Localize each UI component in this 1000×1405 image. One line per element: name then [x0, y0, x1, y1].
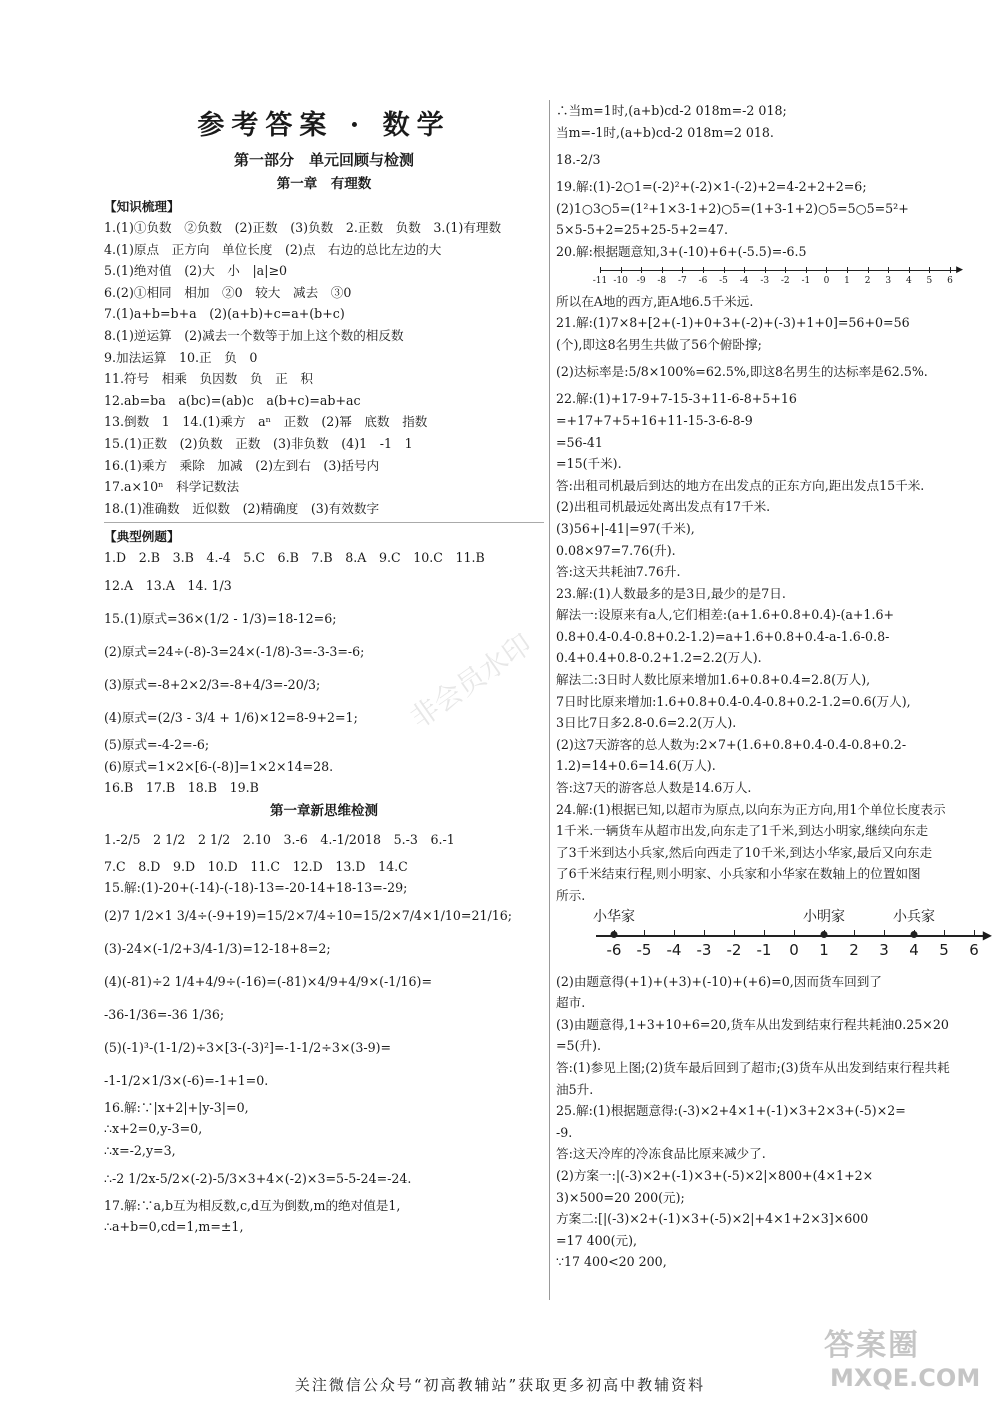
- tick-mark: [682, 267, 683, 273]
- tick-mark: [909, 267, 910, 273]
- answer-line: 7.(1)a+b=b+a (2)(a+b)+c=a+(b+c): [104, 306, 345, 322]
- tick-mark: [884, 930, 885, 936]
- tick-label: 3: [885, 275, 892, 286]
- tick-mark: [854, 930, 855, 936]
- answer-line: 了3千米到达小兵家,然后向西走了10千米,到达小华家,最后又向东走: [556, 844, 933, 860]
- answer-line: 5×5-5+2=25+25-5+2=47.: [556, 222, 728, 238]
- answer-line: 7.C 8.D 9.D 10.D 11.C 12.D 13.D 14.C: [104, 858, 408, 874]
- footer-note: 关注微信公众号“初高教辅站”获取更多初高中教辅资料: [294, 1376, 706, 1394]
- tick-mark: [888, 267, 889, 273]
- answer-line: 1.(1)①负数 ②负数 (2)正数 (3)负数 2.正数 负数 3.(1)有理数: [104, 220, 502, 235]
- answer-line: 9.加法运算 10.正 负 0: [104, 349, 258, 365]
- tick-mark: [600, 267, 601, 273]
- tick-label: 0: [823, 275, 830, 286]
- tick-label: 4: [905, 275, 912, 286]
- answer-line: 18.(1)准确数 近似数 (2)精确度 (3)有效数字: [104, 500, 380, 516]
- answer-line: (3)原式=-8+2×2/3=-8+4/3=-20/3;: [104, 676, 321, 692]
- tick-label: -5: [719, 275, 728, 286]
- answer-line: 答:这7天的游客总人数是14.6万人.: [556, 780, 752, 796]
- location-label: 小华家: [593, 908, 635, 925]
- tick-label: 1: [819, 940, 829, 959]
- answer-line: ∴-2 1/2x-5/2×(-2)-5/3×3+4×(-2)×3=5-5-24=-24.: [104, 1170, 412, 1186]
- tick-label: -3: [760, 275, 770, 286]
- tick-label: -4: [739, 275, 749, 286]
- answer-line: 油5升.: [556, 1081, 594, 1097]
- answer-line: (2)出租司机最远处离出发点有17千米.: [556, 499, 771, 515]
- tick-mark: [868, 267, 869, 273]
- answer-line: 0.8+0.4-0.4-0.8+0.2-1.2)=a+1.6+0.8+0.4-a-1.6-0.8-: [556, 628, 890, 644]
- answer-line: =17 400(元),: [556, 1232, 638, 1248]
- answer-line: 16.B 17.B 18.B 19.B: [104, 780, 259, 796]
- answer-line: 答:(1)参见上图;(2)货车最后回到了超市;(3)货车从出发到结束行程共耗: [556, 1059, 950, 1075]
- answer-line: 当m=-1时,(a+b)cd-2 018m=2 018.: [556, 124, 774, 140]
- tick-mark: [674, 930, 675, 936]
- answer-line: 16.解:∵|x+2|+|y-3|=0,: [104, 1099, 249, 1115]
- answer-line: (2)这7天游客的总人数为:2×7+(1.6+0.8+0.4-0.4-0.8+0.2-: [556, 736, 907, 752]
- answer-line: 6.(2)①相同 相加 ②0 较大 减去 ③0: [104, 284, 352, 300]
- column-divider: [549, 100, 550, 1300]
- answer-line: 15.解:(1)-20+(-14)-(-18)-13=-20-14+18-13=-29;: [104, 880, 408, 896]
- tick-mark: [703, 267, 704, 273]
- tick-mark: [764, 930, 765, 936]
- answer-line: 25.解:(1)根据题意得:(-3)×2+4×1+(-1)×3+2×3+(-5)×2=: [556, 1103, 906, 1119]
- answer-line: (4)(-81)÷2 1/4+4/9÷(-16)=(-81)×4/9+4/9×(-1/16)=: [104, 973, 433, 989]
- answer-line: 5.(1)绝对值 (2)大 小 |a|≥0: [104, 263, 288, 279]
- tick-label: -7: [677, 275, 687, 286]
- tick-mark: [974, 930, 975, 936]
- answer-line: 15.(1)正数 (2)负数 正数 (3)非负数 (4)1 -1 1: [104, 435, 413, 451]
- tick-mark: [785, 267, 786, 273]
- logo-text-bottom: MXQE.COM: [830, 1364, 981, 1392]
- answer-line: 方案二:[|(-3)×2+(-1)×3+(-5)×2|+4×1+2×3]×600: [556, 1211, 869, 1227]
- answer-line: =15(千米).: [556, 456, 622, 472]
- answer-line: 12.A 13.A 14. 1/3: [104, 577, 232, 593]
- answer-line: (2)原式=24÷(-8)-3=24×(-1/8)-3=-3-3=-6;: [104, 643, 365, 659]
- arrow-right-icon: ▶: [982, 927, 992, 942]
- answer-line: 23.解:(1)人数最多的是3日,最少的是7日.: [556, 585, 786, 601]
- tick-label: 2: [864, 275, 871, 286]
- answer-line: (2)由题意得(+1)+(+3)+(-10)+(+6)=0,因而货车回到了: [556, 973, 882, 989]
- page-title: 参考答案 · 数学: [197, 110, 451, 141]
- answer-line: 22.解:(1)+17-9+7-15-3+11-6-8+5+16: [556, 391, 797, 407]
- answer-line: ∴x=-2,y=3,: [104, 1143, 176, 1159]
- answer-line: 13.倒数 1 14.(1)乘方 aⁿ 正数 (2)幂 底数 指数: [104, 414, 428, 430]
- tick-label: 1: [844, 275, 850, 286]
- chapter-title: 第一章 有理数: [276, 176, 372, 192]
- answer-line: 21.解:(1)7×8+[2+(-1)+0+3+(-2)+(-3)+1+0]=56+0=56: [556, 315, 910, 331]
- tick-mark: [704, 930, 705, 936]
- tick-label: -2: [726, 940, 742, 959]
- tick-label: 4: [909, 940, 919, 959]
- answer-line: 16.(1)乘方 乘除 加减 (2)左到右 (3)括号内: [104, 457, 380, 473]
- tick-label: 0: [789, 940, 799, 959]
- tick-label: -4: [666, 940, 682, 959]
- answer-line: 18.-2/3: [556, 152, 601, 168]
- logo-text-top: 答案圈: [824, 1328, 920, 1363]
- answer-line: 12.ab=ba a(bc)=(ab)c a(b+c)=ab+ac: [104, 392, 361, 408]
- answer-line: 24.解:(1)根据已知,以超市为原点,以向东为正方向,用1个单位长度表示: [556, 801, 946, 817]
- tick-label: -10: [613, 275, 628, 286]
- answer-line: -9.: [556, 1124, 573, 1140]
- number-line-axis: [596, 935, 984, 937]
- tick-mark: [806, 267, 807, 273]
- answer-line: 所示.: [556, 888, 586, 903]
- tick-label: 3: [879, 940, 889, 959]
- answer-line: 3)×500=20 200(元);: [556, 1189, 685, 1205]
- answer-line: 8.(1)逆运算 (2)减去一个数等于加上这个数的相反数: [104, 327, 404, 343]
- answer-line: ∴a+b=0,cd=1,m=±1,: [104, 1219, 244, 1235]
- tick-label: 5: [939, 940, 949, 959]
- tick-mark: [644, 930, 645, 936]
- tick-label: -11: [592, 275, 608, 286]
- tick-label: 6: [947, 275, 953, 286]
- tick-mark: [826, 267, 827, 273]
- tick-label: 5: [926, 275, 933, 286]
- tick-mark: [765, 267, 766, 273]
- answer-line: =5(升).: [556, 1038, 601, 1054]
- answer-line: 0.4+0.4+0.8-0.2+1.2=2.2(万人).: [556, 650, 762, 666]
- answer-line: 解法二:3日时人数比原来增加1.6+0.8+0.4=2.8(万人),: [556, 672, 871, 688]
- answer-line: (3)56+|-41|=97(千米),: [556, 520, 695, 536]
- tick-mark: [950, 267, 951, 273]
- answer-line: -1-1/2×1/3×(-6)=-1+1=0.: [104, 1072, 269, 1088]
- tick-label: 2: [849, 940, 859, 959]
- answer-line: 7日时比原来增加:1.6+0.8+0.4-0.4-0.8+0.2-1.2=0.6(万人),: [556, 693, 911, 709]
- answer-line: (3)由题意得,1+3+10+6=20,货车从出发到结束行程共耗油0.25×20: [556, 1016, 949, 1032]
- tick-mark: [662, 267, 663, 273]
- tick-mark: [621, 267, 622, 273]
- answer-line: 3日比7日多2.8-0.6=2.2(万人).: [556, 715, 737, 731]
- answer-line: (个),即这8名男生共做了56个俯卧撑;: [556, 336, 762, 352]
- location-dot: [911, 931, 918, 938]
- tick-mark: [794, 930, 795, 936]
- answer-line: 0.08×97=7.76(升).: [556, 542, 676, 558]
- answer-line: (5)(-1)³-(1-1/2)÷3×[3-(-3)²]=-1-1/2÷3×(3-9)=: [104, 1039, 392, 1055]
- section-knowledge-heading: 【知识梳理】: [104, 199, 180, 214]
- answer-line: (2)1○3○5=(1²+1×3-1+2)○5=(1+3-1+2)○5=5○5=5²+: [556, 200, 909, 216]
- answer-line: (3)-24×(-1/2+3/4-1/3)=12-18+8=2;: [104, 940, 331, 956]
- tick-label: 6: [969, 940, 979, 959]
- answer-line: 4.(1)原点 正方向 单位长度 (2)点 右边的总比左边的大: [104, 241, 442, 257]
- watermark-text: 非会员水印: [404, 627, 538, 735]
- tick-mark: [944, 930, 945, 936]
- location-label: 小明家: [803, 908, 845, 925]
- tick-label: -2: [780, 275, 790, 286]
- answer-line: (2)达标率是:5/8×100%=62.5%,即这8名男生的达标率是62.5%.: [556, 364, 928, 380]
- separator: [104, 522, 544, 523]
- tick-mark: [734, 930, 735, 936]
- location-label: 小兵家: [893, 908, 935, 925]
- answer-line: 1千米.一辆货车从超市出发,向东走了1千米,到达小明家,继续向东走: [556, 823, 929, 839]
- answer-line: (2)7 1/2×1 3/4÷(-9+19)=15/2×7/4÷10=15/2×7/4×1/10=21/16;: [104, 907, 512, 923]
- answer-line: (5)原式=-4-2=-6;: [104, 736, 210, 752]
- location-dot: [821, 931, 828, 938]
- answer-line: 1.-2/5 2 1/2 2 1/2 2.10 3.-6 4.-1/2018 5.-3 6.-1: [104, 831, 455, 847]
- tick-mark: [744, 267, 745, 273]
- chapter-test-list: [104, 823, 544, 1238]
- tick-label: -1: [801, 275, 811, 286]
- answer-line: 答:这天冷库的冷冻食品比原来减少了.: [556, 1146, 766, 1162]
- answer-line: 17.解:∵a,b互为相反数,c,d互为倒数,m的绝对值是1,: [104, 1197, 401, 1213]
- answer-line: -36-1/36=-36 1/36;: [104, 1006, 225, 1022]
- part-title: 第一部分 单元回顾与检测: [233, 151, 414, 169]
- answer-line: ∵17 400<20 200,: [556, 1254, 667, 1270]
- answers-list: [556, 100, 996, 907]
- answer-line: 答:出租司机最后到达的地方在出发点的正东方向,距出发点15千米.: [556, 477, 925, 493]
- knowledge-list: [104, 217, 544, 519]
- answer-line: =56-41: [556, 434, 603, 450]
- answer-line: 解法一:设原来有a人,它们相差:(a+1.6+0.8+0.4)-(a+1.6+: [556, 607, 895, 623]
- answer-line: 答:这天共耗油7.76升.: [556, 564, 681, 580]
- tick-mark: [724, 267, 725, 273]
- tick-label: -8: [657, 275, 667, 286]
- answer-line: =+17+7+5+16+11-15-3-6-8-9: [556, 412, 753, 428]
- tick-mark: [641, 267, 642, 273]
- tick-label: -6: [606, 940, 622, 959]
- answer-line: 所以在A地的西方,距A地6.5千米远.: [556, 293, 754, 309]
- answer-line: 20.解:根据题意知,3+(-10)+6+(-5.5)=-6.5: [556, 243, 807, 259]
- answer-line: 了6千米结束行程,则小明家、小兵家和小华家在数轴上的位置如图: [556, 866, 921, 882]
- answer-line: 15.(1)原式=36×(1/2 - 1/3)=18-12=6;: [104, 610, 337, 626]
- answer-line: 19.解:(1)-2○1=(-2)²+(-2)×1-(-2)+2=4-2+2+2=6;: [556, 179, 867, 195]
- answer-line: 1.2)=14+0.6=14.6(万人).: [556, 758, 716, 774]
- arrow-right-icon: ▶: [956, 264, 963, 275]
- tick-label: -1: [756, 940, 772, 959]
- tick-label: -5: [636, 940, 652, 959]
- tick-mark: [929, 267, 930, 273]
- answer-line: ∴x+2=0,y-3=0,: [104, 1121, 203, 1137]
- chapter-test-title: 第一章新思维检测: [270, 802, 378, 819]
- answer-line: 11.符号 相乘 负因数 负 正 积: [104, 371, 313, 387]
- tick-label: -3: [696, 940, 712, 959]
- answer-line: ∴当m=1时,(a+b)cd-2 018m=-2 018;: [556, 103, 787, 118]
- answer-line: 超市.: [556, 995, 586, 1011]
- tick-label: -6: [698, 275, 708, 286]
- answer-line: 1.D 2.B 3.B 4.-4 5.C 6.B 7.B 8.A 9.C 10.C 11.B: [104, 550, 485, 566]
- right-column: [556, 100, 996, 1273]
- answers-list-continued: [556, 971, 996, 1273]
- answer-line: (2)方案一:|(-3)×2+(-1)×3+(-5)×2|×800+(4×1+2×: [556, 1167, 874, 1183]
- section-examples-heading: 【典型例题】: [104, 529, 180, 545]
- answer-line: 17.a×10ⁿ 科学记数法: [104, 479, 240, 495]
- answer-line: (6)原式=1×2×[6-(-8)]=1×2×14=28.: [104, 758, 334, 774]
- tick-label: -9: [636, 275, 646, 286]
- number-line-axis: [600, 270, 960, 271]
- answer-line: (4)原式=(2/3 - 3/4 + 1/6)×12=8-9+2=1;: [104, 709, 358, 725]
- number-line-small: [592, 264, 963, 287]
- location-dot: [611, 931, 618, 938]
- tick-mark: [847, 267, 848, 273]
- number-line-homes: [593, 908, 992, 969]
